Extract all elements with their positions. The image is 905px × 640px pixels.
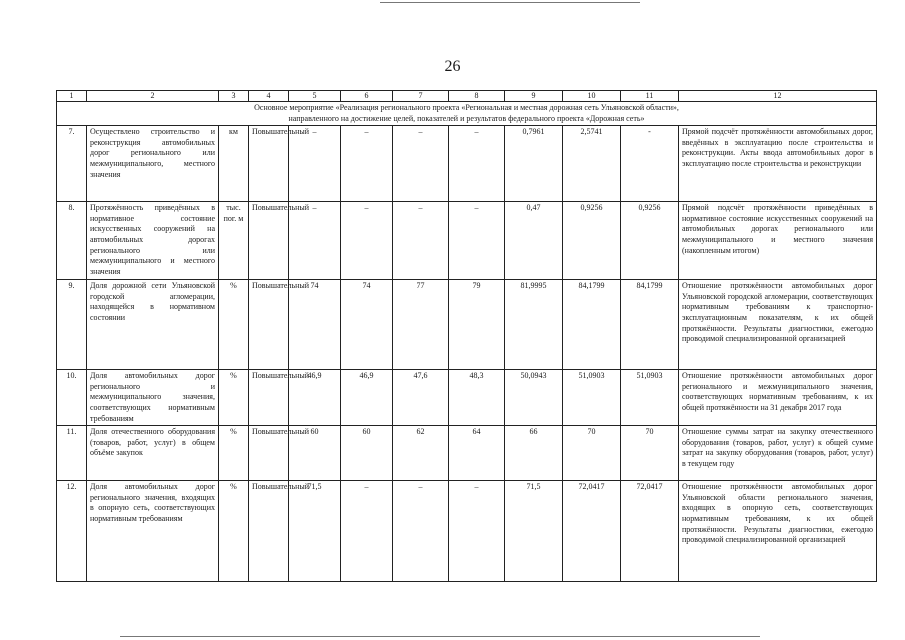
value-cell: 66 <box>505 426 563 481</box>
value-cell: – <box>289 126 341 202</box>
column-number: 10 <box>563 91 621 102</box>
value-cell: 0,9256 <box>563 202 621 280</box>
row-number: 12. <box>57 481 87 582</box>
page-number: 26 <box>444 58 461 75</box>
section-header-line: Основное мероприятие «Реализация регионального проекта «Региональная и местная дорожная сеть Ульяновской области», <box>254 103 679 112</box>
column-number: 12 <box>679 91 877 102</box>
value-cell: 81,9995 <box>505 280 563 370</box>
value-cell: 71,5 <box>289 481 341 582</box>
scan-artifact-line <box>120 636 760 637</box>
calculation-note: Отношение протяжённости автомобильных дорог Ульяновской городской агломерации, соответствующих нормативным требованиям к транспортно-эксплуатационным показателям, к их общей протяжённости. Результаты диагностики, ежегодно проводимой специализированной организацией <box>679 280 877 370</box>
table-row <box>57 481 877 582</box>
row-number: 9. <box>57 280 87 370</box>
value-cell: - <box>621 126 679 202</box>
value-cell: 46,9 <box>341 370 393 426</box>
value-cell: 74 <box>341 280 393 370</box>
value-cell: 46,9 <box>289 370 341 426</box>
column-number: 3 <box>219 91 249 102</box>
value-cell: – <box>393 481 449 582</box>
value-cell: 79 <box>449 280 505 370</box>
value-cell: – <box>449 481 505 582</box>
column-number: 2 <box>87 91 219 102</box>
value-cell: 84,1799 <box>563 280 621 370</box>
column-number: 1 <box>57 91 87 102</box>
unit-cell: тыс. пог. м <box>219 202 249 280</box>
calculation-note: Прямой подсчёт протяжённости приведённых в нормативное состояние искусственных сооружений на автомобильных дорогах регионального или межмуниципального и местного значения (накопленным итогом) <box>679 202 877 280</box>
value-cell: 72,0417 <box>563 481 621 582</box>
indicator-name: Протяжённость приведённых в нормативное состояние искусственных сооружений на автомобильных дорогах регионального или межмуниципального и местного значения <box>87 202 219 280</box>
value-cell: 60 <box>289 426 341 481</box>
section-header-line: направленного на достижение целей, показателей и результатов федерального проекта «Дорожная сеть» <box>288 113 645 123</box>
unit-cell: % <box>219 426 249 481</box>
value-cell: – <box>393 202 449 280</box>
value-cell: – <box>449 202 505 280</box>
value-cell: 74 <box>289 280 341 370</box>
table-row <box>57 126 877 202</box>
value-cell: 71,5 <box>505 481 563 582</box>
row-number: 11. <box>57 426 87 481</box>
indicator-type: Повышательный <box>249 426 289 481</box>
indicator-type: Повышательный <box>249 370 289 426</box>
value-cell: – <box>449 126 505 202</box>
value-cell: 72,0417 <box>621 481 679 582</box>
value-cell: 0,9256 <box>621 202 679 280</box>
value-cell: 84,1799 <box>621 280 679 370</box>
column-number: 8 <box>449 91 505 102</box>
section-header-row <box>57 102 877 126</box>
unit-cell: % <box>219 280 249 370</box>
column-number: 9 <box>505 91 563 102</box>
table-row <box>57 370 877 426</box>
column-numbers-row <box>57 91 877 102</box>
value-cell: – <box>341 126 393 202</box>
value-cell: 77 <box>393 280 449 370</box>
indicator-name: Доля автомобильных дорог регионального значения, входящих в опорную сеть, соответствующих нормативным требованиям <box>87 481 219 582</box>
indicator-type: Повышательный <box>249 202 289 280</box>
value-cell: 2,5741 <box>563 126 621 202</box>
indicator-type: Повышательный <box>249 481 289 582</box>
section-header <box>57 102 877 126</box>
value-cell: 64 <box>449 426 505 481</box>
value-cell: – <box>341 481 393 582</box>
calculation-note: Отношение протяжённости автомобильных дорог Ульяновской области регионального значения, входящих в опорную сеть, соответствующих нормативным требованиям, к их общей протяжённости. Результаты диагностики, ежегодно проводимой специализированной организацией <box>679 481 877 582</box>
value-cell: 51,0903 <box>563 370 621 426</box>
table-row <box>57 280 877 370</box>
indicator-name: Осуществлено строительство и реконструкция автомобильных дорог регионального или межмуниципального, местного значения <box>87 126 219 202</box>
indicator-name: Доля отечественного оборудования (товаров, работ, услуг) в общем объёме закупок <box>87 426 219 481</box>
scan-artifact-line <box>380 2 640 3</box>
calculation-note: Отношение суммы затрат на закупку отечественного оборудования (товаров, работ, услуг) к общей сумме затрат на закупку оборудования (товаров, работ, услуг) в текущем году <box>679 426 877 481</box>
value-cell: 48,3 <box>449 370 505 426</box>
column-number: 11 <box>621 91 679 102</box>
value-cell: – <box>341 202 393 280</box>
indicator-type: Повышательный <box>249 280 289 370</box>
value-cell: 62 <box>393 426 449 481</box>
row-number: 7. <box>57 126 87 202</box>
indicators-table <box>56 90 877 582</box>
value-cell: 50,0943 <box>505 370 563 426</box>
value-cell: 0,47 <box>505 202 563 280</box>
table-row <box>57 426 877 481</box>
unit-cell: км <box>219 126 249 202</box>
column-number: 5 <box>289 91 341 102</box>
calculation-note: Прямой подсчёт протяжённости автомобильных дорог, введённых в эксплуатацию после строительства и реконструкции. Акты ввода автомобильных дорог в эксплуатацию после строительства и реконструкции <box>679 126 877 202</box>
row-number: 8. <box>57 202 87 280</box>
value-cell: 47,6 <box>393 370 449 426</box>
value-cell: 70 <box>621 426 679 481</box>
indicator-type: Повышательный <box>249 126 289 202</box>
table-row <box>57 202 877 280</box>
indicator-name: Доля дорожной сети Ульяновской городской агломерации, находящейся в нормативном состоянии <box>87 280 219 370</box>
row-number: 10. <box>57 370 87 426</box>
column-number: 7 <box>393 91 449 102</box>
indicator-name: Доля автомобильных дорог регионального и межмуниципального значения, соответствующих нормативным требованиям <box>87 370 219 426</box>
value-cell: 51,0903 <box>621 370 679 426</box>
column-number: 6 <box>341 91 393 102</box>
value-cell: – <box>393 126 449 202</box>
column-number: 4 <box>249 91 289 102</box>
unit-cell: % <box>219 370 249 426</box>
calculation-note: Отношение протяжённости автомобильных дорог регионального и межмуниципального значения, соответствующих нормативным требованиям, к их общей протяжённости на 31 декабря 2017 года <box>679 370 877 426</box>
unit-cell: % <box>219 481 249 582</box>
value-cell: 70 <box>563 426 621 481</box>
value-cell: 0,7961 <box>505 126 563 202</box>
value-cell: 60 <box>341 426 393 481</box>
value-cell: – <box>289 202 341 280</box>
